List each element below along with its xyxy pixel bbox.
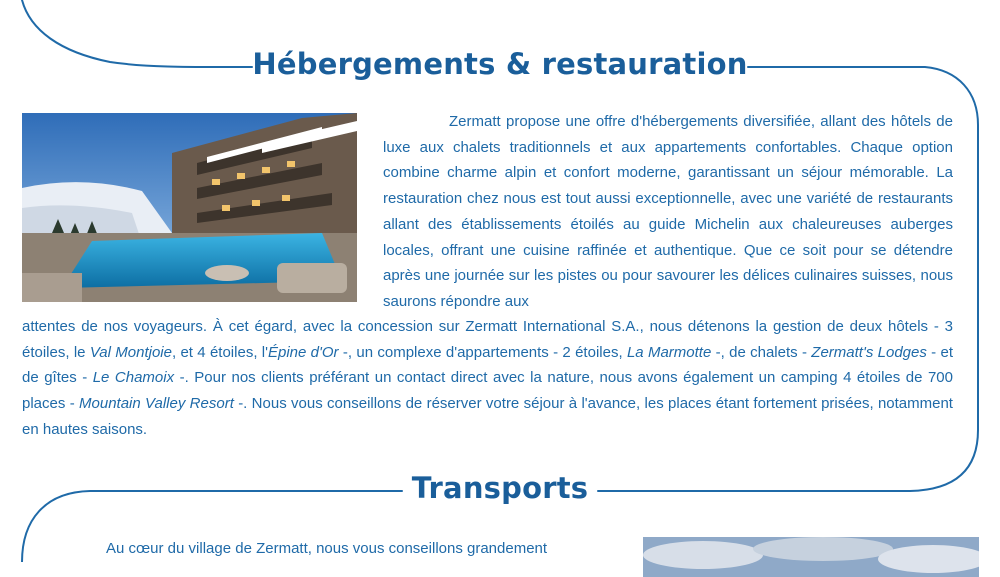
gites-name-le-chamoix: Le Chamoix <box>92 369 175 387</box>
text-run: -. Pour nos clients préférant un contact direct avec la nature, nous avons également un camping 4 étoiles de 700 places - <box>22 369 953 413</box>
text-run: -, un complexe d'appartements - 2 étoiles, <box>338 343 627 361</box>
chalets-name-zermatts-lodges: Zermatt's Lodges <box>811 343 927 361</box>
transports-intro-text <box>22 536 616 562</box>
sky-clouds-illustration <box>643 537 979 577</box>
hebergement-intro-text <box>383 109 953 315</box>
text-run: -. Nous vous conseillons de réserver votre séjour à l'avance, les places étant fortement prisées, notamment en hautes saisons. <box>22 395 953 438</box>
section-title-transports: Transports <box>411 471 589 505</box>
transports-intro-text-content: Au cœur du village de Zermatt, nous vous conseillons grandement <box>106 540 548 557</box>
text-run: - et de gîtes - <box>22 343 953 387</box>
text-run: attentes de nos voyageurs. À cet égard, avec la concession sur Zermatt International S.A., nous détenons la gestion de deux hôtels - 3 étoiles, le <box>22 318 953 361</box>
section-title-hebergement: Hébergements & restauration <box>252 47 748 81</box>
hotel-pool-illustration <box>22 113 357 302</box>
hotel-name-epine-dor: Épine d'Or <box>268 343 339 361</box>
hotel-pool-image <box>22 113 357 302</box>
hotel-name-val-montjoie: Val Montjoie <box>89 343 172 361</box>
transports-image <box>643 537 979 577</box>
text-run: , et 4 étoiles, l' <box>171 343 268 361</box>
hebergement-details-text <box>22 314 953 443</box>
apartments-name-la-marmotte: La Marmotte <box>626 343 712 361</box>
text-run: -, de chalets - <box>711 343 812 361</box>
hebergement-intro-text-content: Zermatt propose une offre d'hébergements diversifiée, allant des hôtels de luxe aux chalets traditionnels et aux appartements confortables. Chaque option combine charme alpin et confort moderne, garantissant un séjour mémorable. La restauration chez nous est tout aussi exceptionnelle, avec une variété de restaurants allant des établissements étoilés au guide Michelin aux chaleureuses auberges locales, offrant une cuisine raffinée et authentique. Que ce soit pour se détendre après une journée sur les pistes ou pour savourer les délices culinaires suisses, nous saurons répondre aux <box>383 113 953 310</box>
camping-name-mountain-valley-resort: Mountain Valley Resort <box>79 395 234 413</box>
